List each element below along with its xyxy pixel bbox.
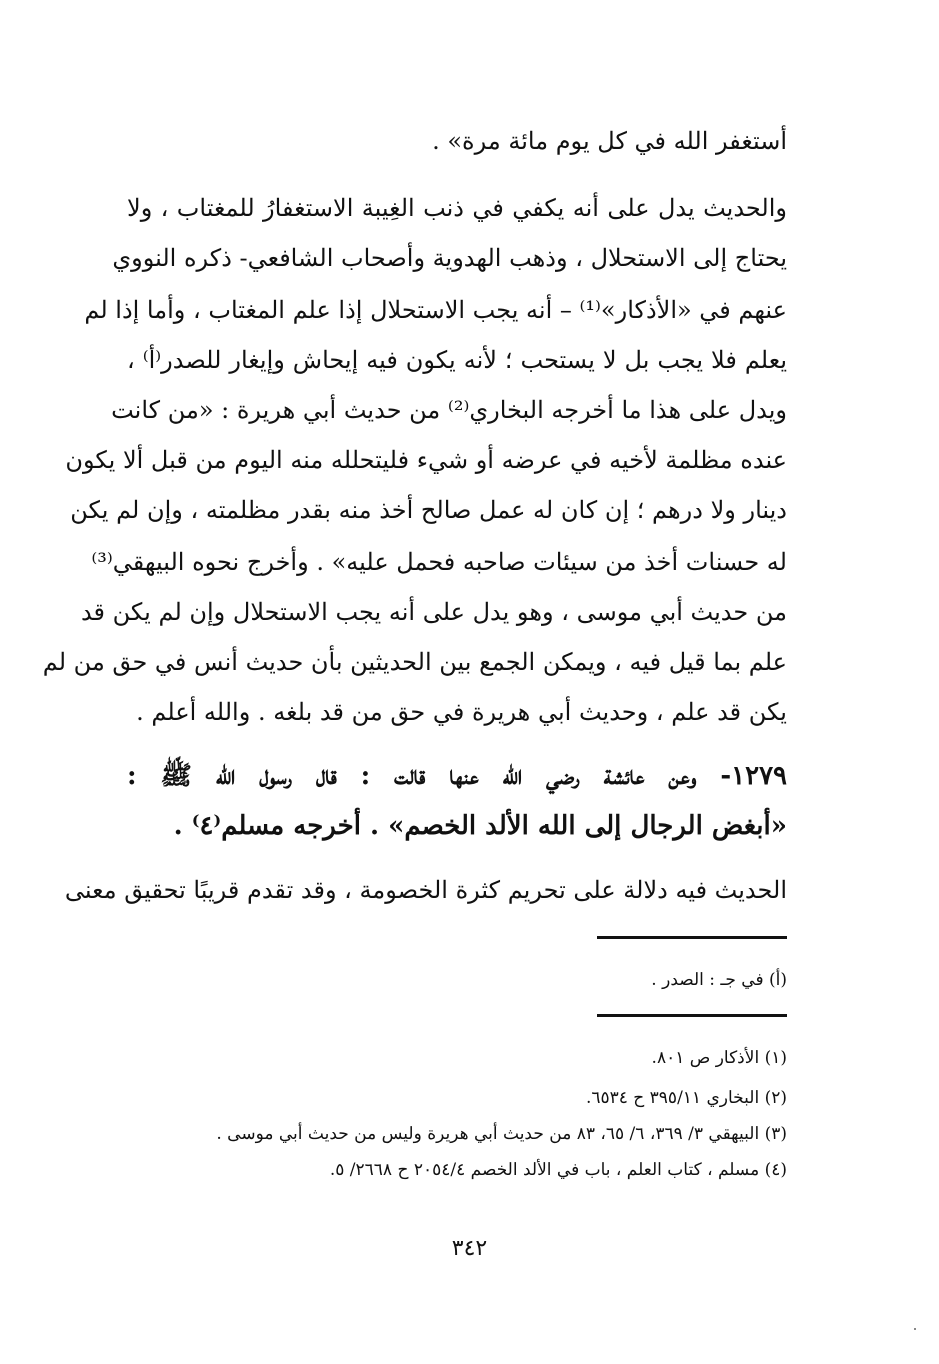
variant-rule (597, 936, 787, 939)
body-line-4: عنهم في «الأذكار»⁽¹⁾ – أنه يجب الاستحلال إذا علم المغتاب ، وأما إذا لم (84, 296, 787, 324)
body-line-2: والحديث يدل على أنه يكفي في ذنب الغِيبة الاستغفارُ للمغتاب ، ولا (127, 194, 787, 222)
footnote-1: (١) الأذكار ص ٨٠١. (651, 1048, 787, 1068)
body-line-10: من حديث أبي موسى ، وهو يدل على أنه يجب الاستحلال وإن لم يكن قد (80, 598, 787, 626)
commentary-line: الحديث فيه دلالة على تحريم كثرة الخصومة ، وقد تقدم قريبًا تحقيق معنى (64, 876, 787, 904)
footnote-3: (٣) البيهقي ٣/ ٣٦٩، ٦/ ٦٥، ٨٣ من حديث أبي هريرة وليس من حديث أبي موسى . (216, 1124, 787, 1144)
hadith-line-1: ١٢٧٩- وعن عائشة رضي الله عنها قالت : قال رسول الله ﷺ : (127, 761, 787, 791)
body-line-12: يكن قد علم ، وحديث أبي هريرة في حق من قد بلغه . والله أعلم . (136, 698, 787, 726)
footnote-2: (٢) البخاري ٣٩٥/١١ ح ٦٥٣٤. (585, 1088, 787, 1108)
body-line-5: يعلم فلا يجب بل لا يستحب ؛ لأنه يكون فيه إيحاش وإيغار للصدر⁽أ⁾ ، (127, 346, 787, 374)
body-line-8: دينار ولا درهم ؛ إن كان له عمل صالح أخذ منه بقدر مظلمته ، وإن لم يكن (70, 496, 787, 524)
page-number: ٣٤٢ (451, 1236, 488, 1261)
variant-note: (أ) في جـ : الصدر . (651, 970, 787, 990)
scan-speck (914, 1328, 916, 1330)
footnote-4: (٤) مسلم ، كتاب العلم ، باب في الألد الخصم ٢٠٥٤/٤ ح ٢٦٦٨/ ٥. (329, 1160, 787, 1180)
body-line-9: له حسنات أخذ من سيئات صاحبه فحمل عليه» . وأخرج نحوه البيهقي⁽³⁾ (91, 548, 787, 576)
body-line-11: علم بما قيل فيه ، ويمكن الجمع بين الحديثين بأن حديث أنس في حق من لم (42, 648, 787, 676)
body-line-3: يحتاج إلى الاستحلال ، وذهب الهدوية وأصحاب الشافعي- ذكره النووي (112, 244, 787, 272)
footnote-rule (597, 1014, 787, 1017)
body-line-6: ويدل على هذا ما أخرجه البخاري⁽²⁾ من حديث أبي هريرة : «من كانت (111, 396, 787, 424)
hadith-line-2: «أبغض الرجال إلى الله الألد الخصم» . أخرجه مسلم⁽٤⁾ . (173, 811, 787, 841)
body-line-1: أستغفر الله في كل يوم مائة مرة» . (432, 127, 787, 155)
body-line-7: عنده مظلمة لأخيه في عرضه أو شيء فليتحلله منه اليوم من قبل ألا يكون (65, 446, 787, 474)
